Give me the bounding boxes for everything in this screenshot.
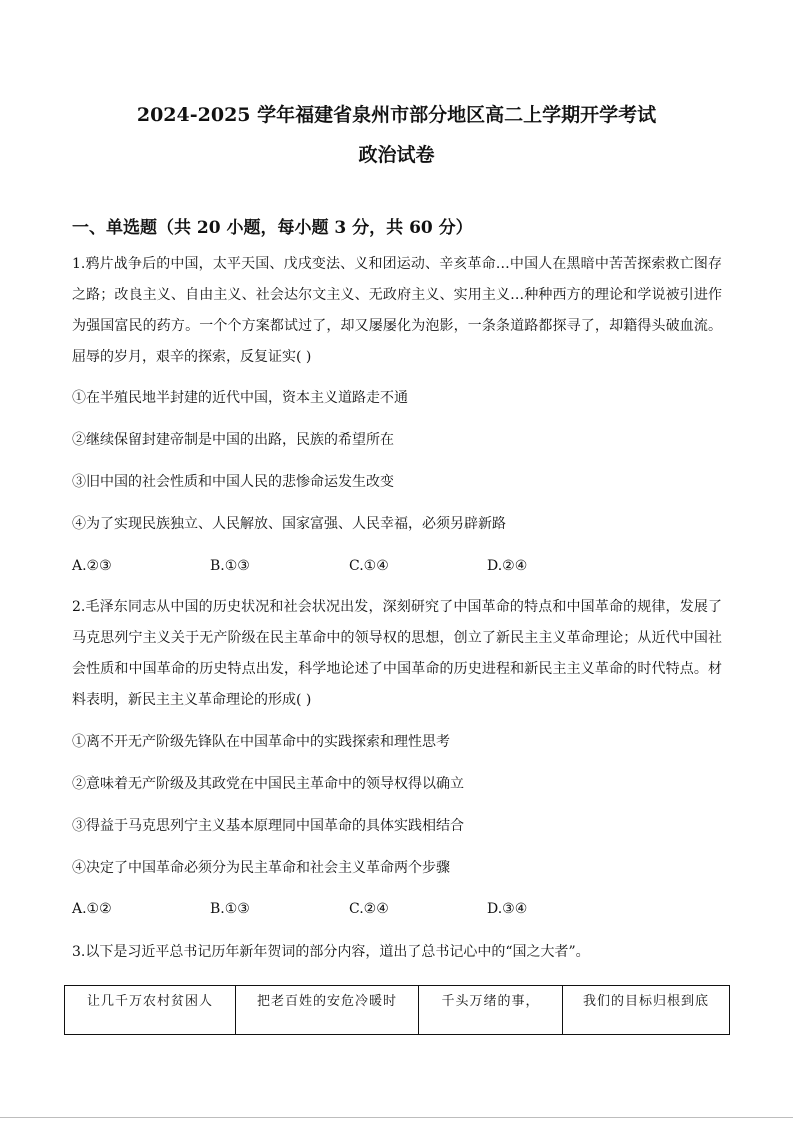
question-2-option-b[interactable]: B.①③: [210, 901, 250, 917]
question-2-statement-2: ②意味着无产阶级及其政党在中国民主革命中的领导权得以确立: [72, 776, 464, 792]
page-bottom-divider: [0, 1117, 793, 1118]
quote-cell-2: 把老百姓的安危冷暖时: [236, 986, 419, 1035]
question-1-statement-3: ③旧中国的社会性质和中国人民的悲惨命运发生改变: [72, 474, 394, 490]
table-row: [65, 986, 730, 1035]
question-3-stem: 3.以下是习近平总书记历年新年贺词的部分内容，道出了总书记心中的“国之大者”。: [72, 944, 590, 960]
quote-cell-4: 我们的目标归根到底: [563, 986, 730, 1035]
question-3-quote-table: [64, 985, 730, 1035]
question-2-option-d[interactable]: D.③④: [487, 901, 528, 917]
question-2-statement-3: ③得益于马克思列宁主义基本原理同中国革命的具体实践相结合: [72, 818, 464, 834]
question-2-statement-1: ①离不开无产阶级先锋队在中国革命中的实践探索和理性思考: [72, 734, 450, 750]
question-2-option-c[interactable]: C.②④: [349, 901, 389, 917]
question-1-stem: 1.鸦片战争后的中国，太平天国、戊戌变法、义和团运动、辛亥革命…中国人在黑暗中苦苦探索救亡图存之路；改良主义、自由主义、社会达尔文主义、无政府主义、实用主义…种种西方的理论和学说被引进作为强国富民的药方。一个个方案都试过了，却又屡屡化为泡影，一条条道路都探寻了，却籍得头破血流。屈辱的岁月，艰辛的探索，反复证实( ): [72, 256, 722, 365]
question-2-stem: 2.毛泽东同志从中国的历史状况和社会状况出发，深刻研究了中国革命的特点和中国革命的规律，发展了马克思列宁主义关于无产阶级在民主革命中的领导权的思想，创立了新民主主义革命理论；从近代中国社会性质和中国革命的历史特点出发，科学地论述了中国革命的历史进程和新民主主义革命的时代特点。材料表明，新民主主义革命理论的形成( ): [72, 599, 722, 708]
section-heading: 一、单选题（共 20 小题，每小题 3 分，共 60 分）: [72, 218, 473, 238]
question-2-options: [72, 899, 672, 919]
question-1-option-d[interactable]: D.②④: [487, 558, 528, 574]
question-1-option-a[interactable]: A.②③: [72, 558, 112, 574]
exam-title-line1: 2024-2025 学年福建省泉州市部分地区高二上学期开学考试: [136, 104, 657, 126]
exam-title-line2: 政治试卷: [358, 144, 435, 166]
question-1-statement-1: ①在半殖民地半封建的近代中国，资本主义道路走不通: [72, 390, 408, 406]
quote-cell-3: 千头万绪的事，: [419, 986, 563, 1035]
question-2-statement-4: ④决定了中国革命必须分为民主革命和社会主义革命两个步骤: [72, 860, 450, 876]
quote-cell-1: 让几千万农村贫困人: [65, 986, 236, 1035]
question-1-options: [72, 556, 672, 576]
question-1-option-c[interactable]: C.①④: [349, 558, 389, 574]
question-1-option-b[interactable]: B.①③: [210, 558, 250, 574]
question-1-statement-2: ②继续保留封建帝制是中国的出路，民族的希望所在: [72, 432, 394, 448]
question-1-statement-4: ④为了实现民族独立、人民解放、国家富强、人民幸福，必须另辟新路: [72, 516, 506, 532]
question-2-option-a[interactable]: A.①②: [72, 901, 112, 917]
